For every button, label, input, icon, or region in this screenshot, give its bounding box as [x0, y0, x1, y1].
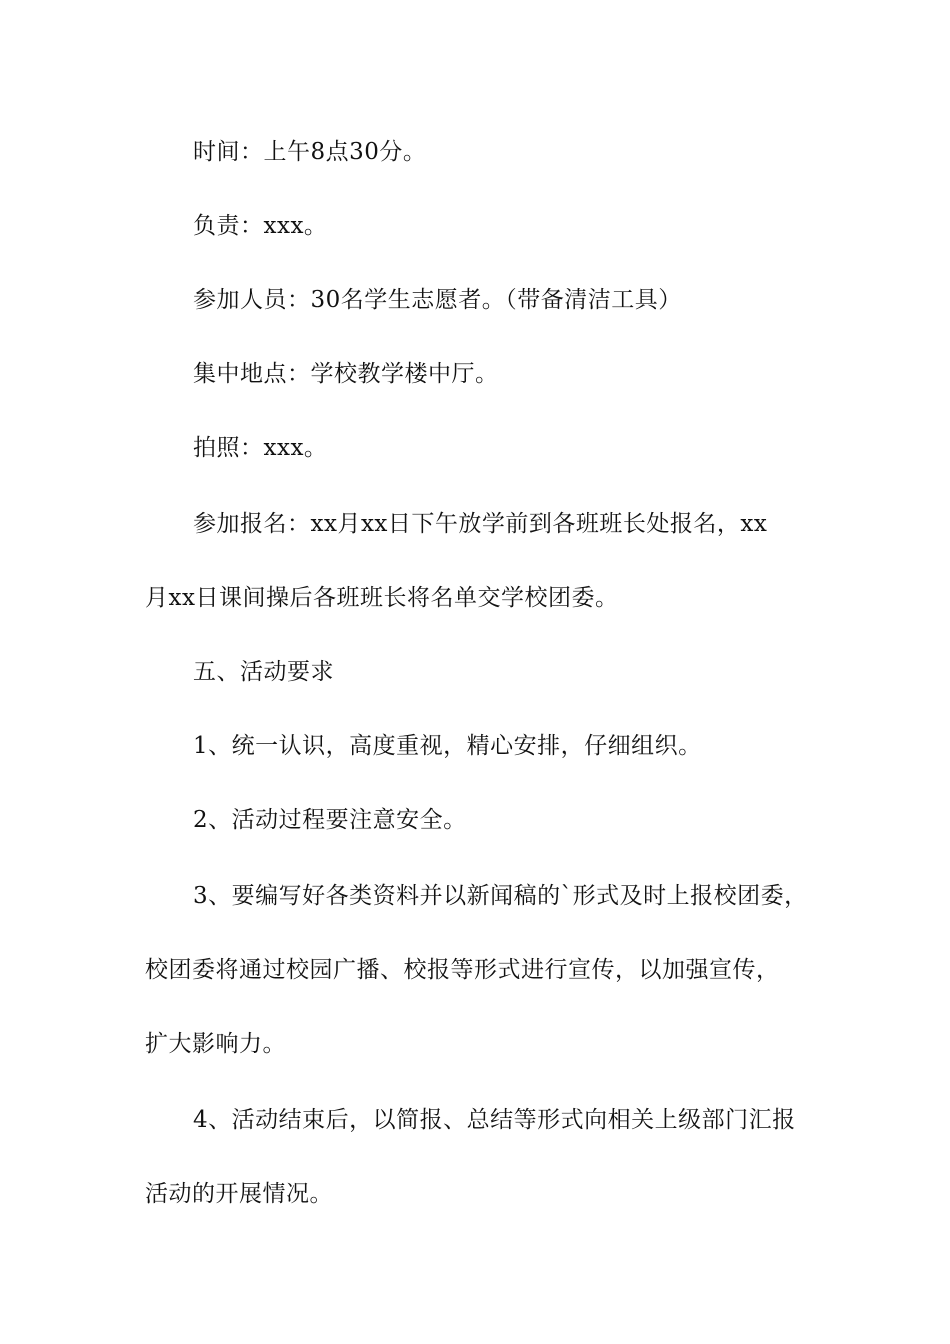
requirement-item-4: 4、活动结束后，以简报、总结等形式向相关上级部门汇报 [193, 1107, 796, 1133]
section-heading-requirements: 五、活动要求 [193, 659, 334, 685]
requirement-item-4-cont: 活动的开展情况。 [145, 1181, 333, 1207]
requirement-item-3: 3、要编写好各类资料并以新闻稿的`形式及时上报校团委， [193, 883, 808, 909]
requirement-item-3-cont: 校团委将通过校园广播、校报等形式进行宣传，以加强宣传， [145, 957, 780, 983]
requirement-item-1: 1、统一认识，高度重视，精心安排，仔细组织。 [193, 733, 702, 759]
paragraph-location: 集中地点：学校教学楼中厅。 [193, 361, 499, 387]
paragraph-time: 时间：上午8点30分。 [193, 139, 427, 165]
requirement-item-2: 2、活动过程要注意安全。 [193, 807, 467, 833]
requirement-item-3-cont-2: 扩大影响力。 [145, 1031, 286, 1057]
paragraph-responsible: 负责：xxx。 [193, 213, 328, 239]
paragraph-registration-cont: 月xx日课间操后各班班长将名单交学校团委。 [145, 585, 619, 611]
paragraph-registration: 参加报名：xx月xx日下午放学前到各班班长处报名，xx [193, 511, 768, 537]
paragraph-participants: 参加人员：30名学生志愿者。（带备清洁工具） [193, 287, 682, 313]
paragraph-photo: 拍照：xxx。 [193, 435, 328, 461]
